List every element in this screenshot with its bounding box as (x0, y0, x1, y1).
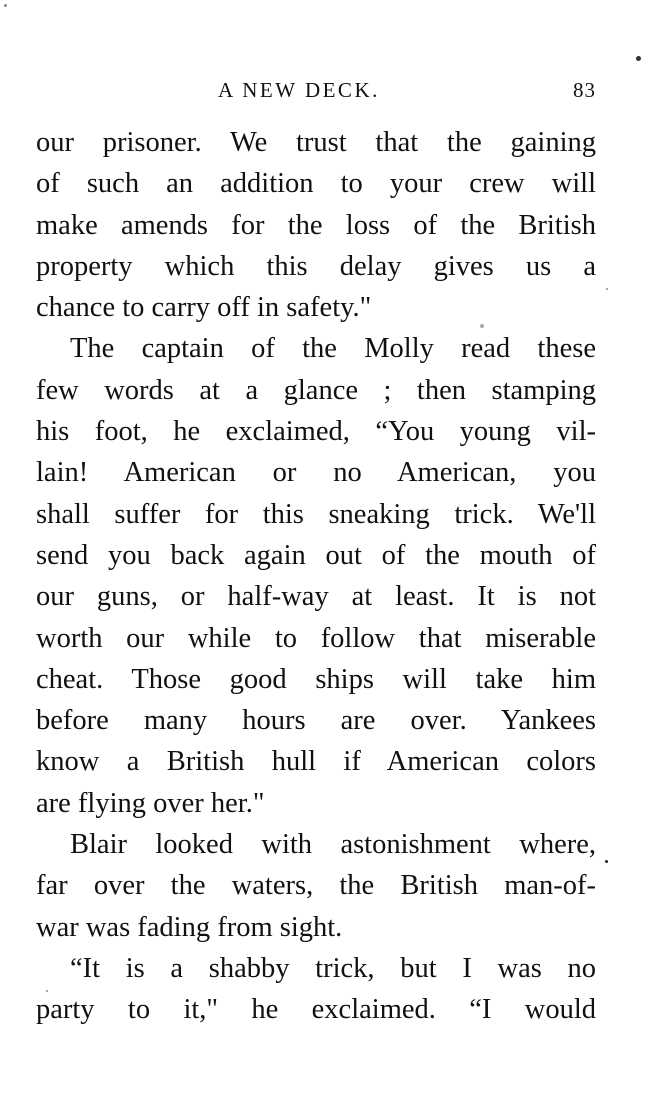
text-line: The captain of the Molly read these (70, 333, 596, 365)
text-line: war was fading from sight. (36, 911, 343, 943)
page-number: 83 (573, 78, 596, 102)
print-speck (636, 56, 641, 61)
running-head (36, 78, 596, 108)
print-speck (480, 324, 484, 328)
text-line: send you back again out of the mouth of (36, 539, 596, 571)
text-line: our prisoner. We trust that the gaining (36, 127, 596, 158)
text-line: shall suffer for this sneaking trick. We'll (36, 498, 596, 530)
body-text (36, 122, 596, 1031)
text-line: chance to carry off in safety." (36, 292, 372, 324)
text-line: far over the waters, the British man-of- (36, 870, 596, 902)
chapter-title: A NEW DECK. (218, 78, 380, 102)
text-line: “It is a shabby trick, but I was no (70, 952, 596, 984)
text-line: Blair looked with astonishment where, (70, 829, 596, 861)
text-line: of such an addition to your crew will (36, 168, 596, 200)
text-line: make amends for the loss of the British (36, 209, 596, 241)
text-line: our guns, or half-way at least. It is not (36, 581, 596, 613)
print-speck (605, 860, 608, 863)
text-line: know a British hull if American colors (36, 746, 596, 778)
print-speck (4, 4, 7, 7)
text-line: lain! American or no American, you (36, 457, 596, 489)
text-line: cheat. Those good ships will take him (36, 663, 596, 695)
text-line: party to it," he exclaimed. “I would (36, 994, 596, 1026)
text-line: are flying over her." (36, 787, 265, 819)
text-line: property which this delay gives us a (36, 250, 596, 282)
text-line: before many hours are over. Yankees (36, 705, 596, 737)
text-line: his foot, he exclaimed, “You young vil- (36, 416, 596, 448)
print-speck (606, 288, 608, 290)
text-line: few words at a glance ; then stamping (36, 374, 596, 406)
print-speck (46, 990, 48, 992)
text-line: worth our while to follow that miserable (36, 622, 596, 654)
